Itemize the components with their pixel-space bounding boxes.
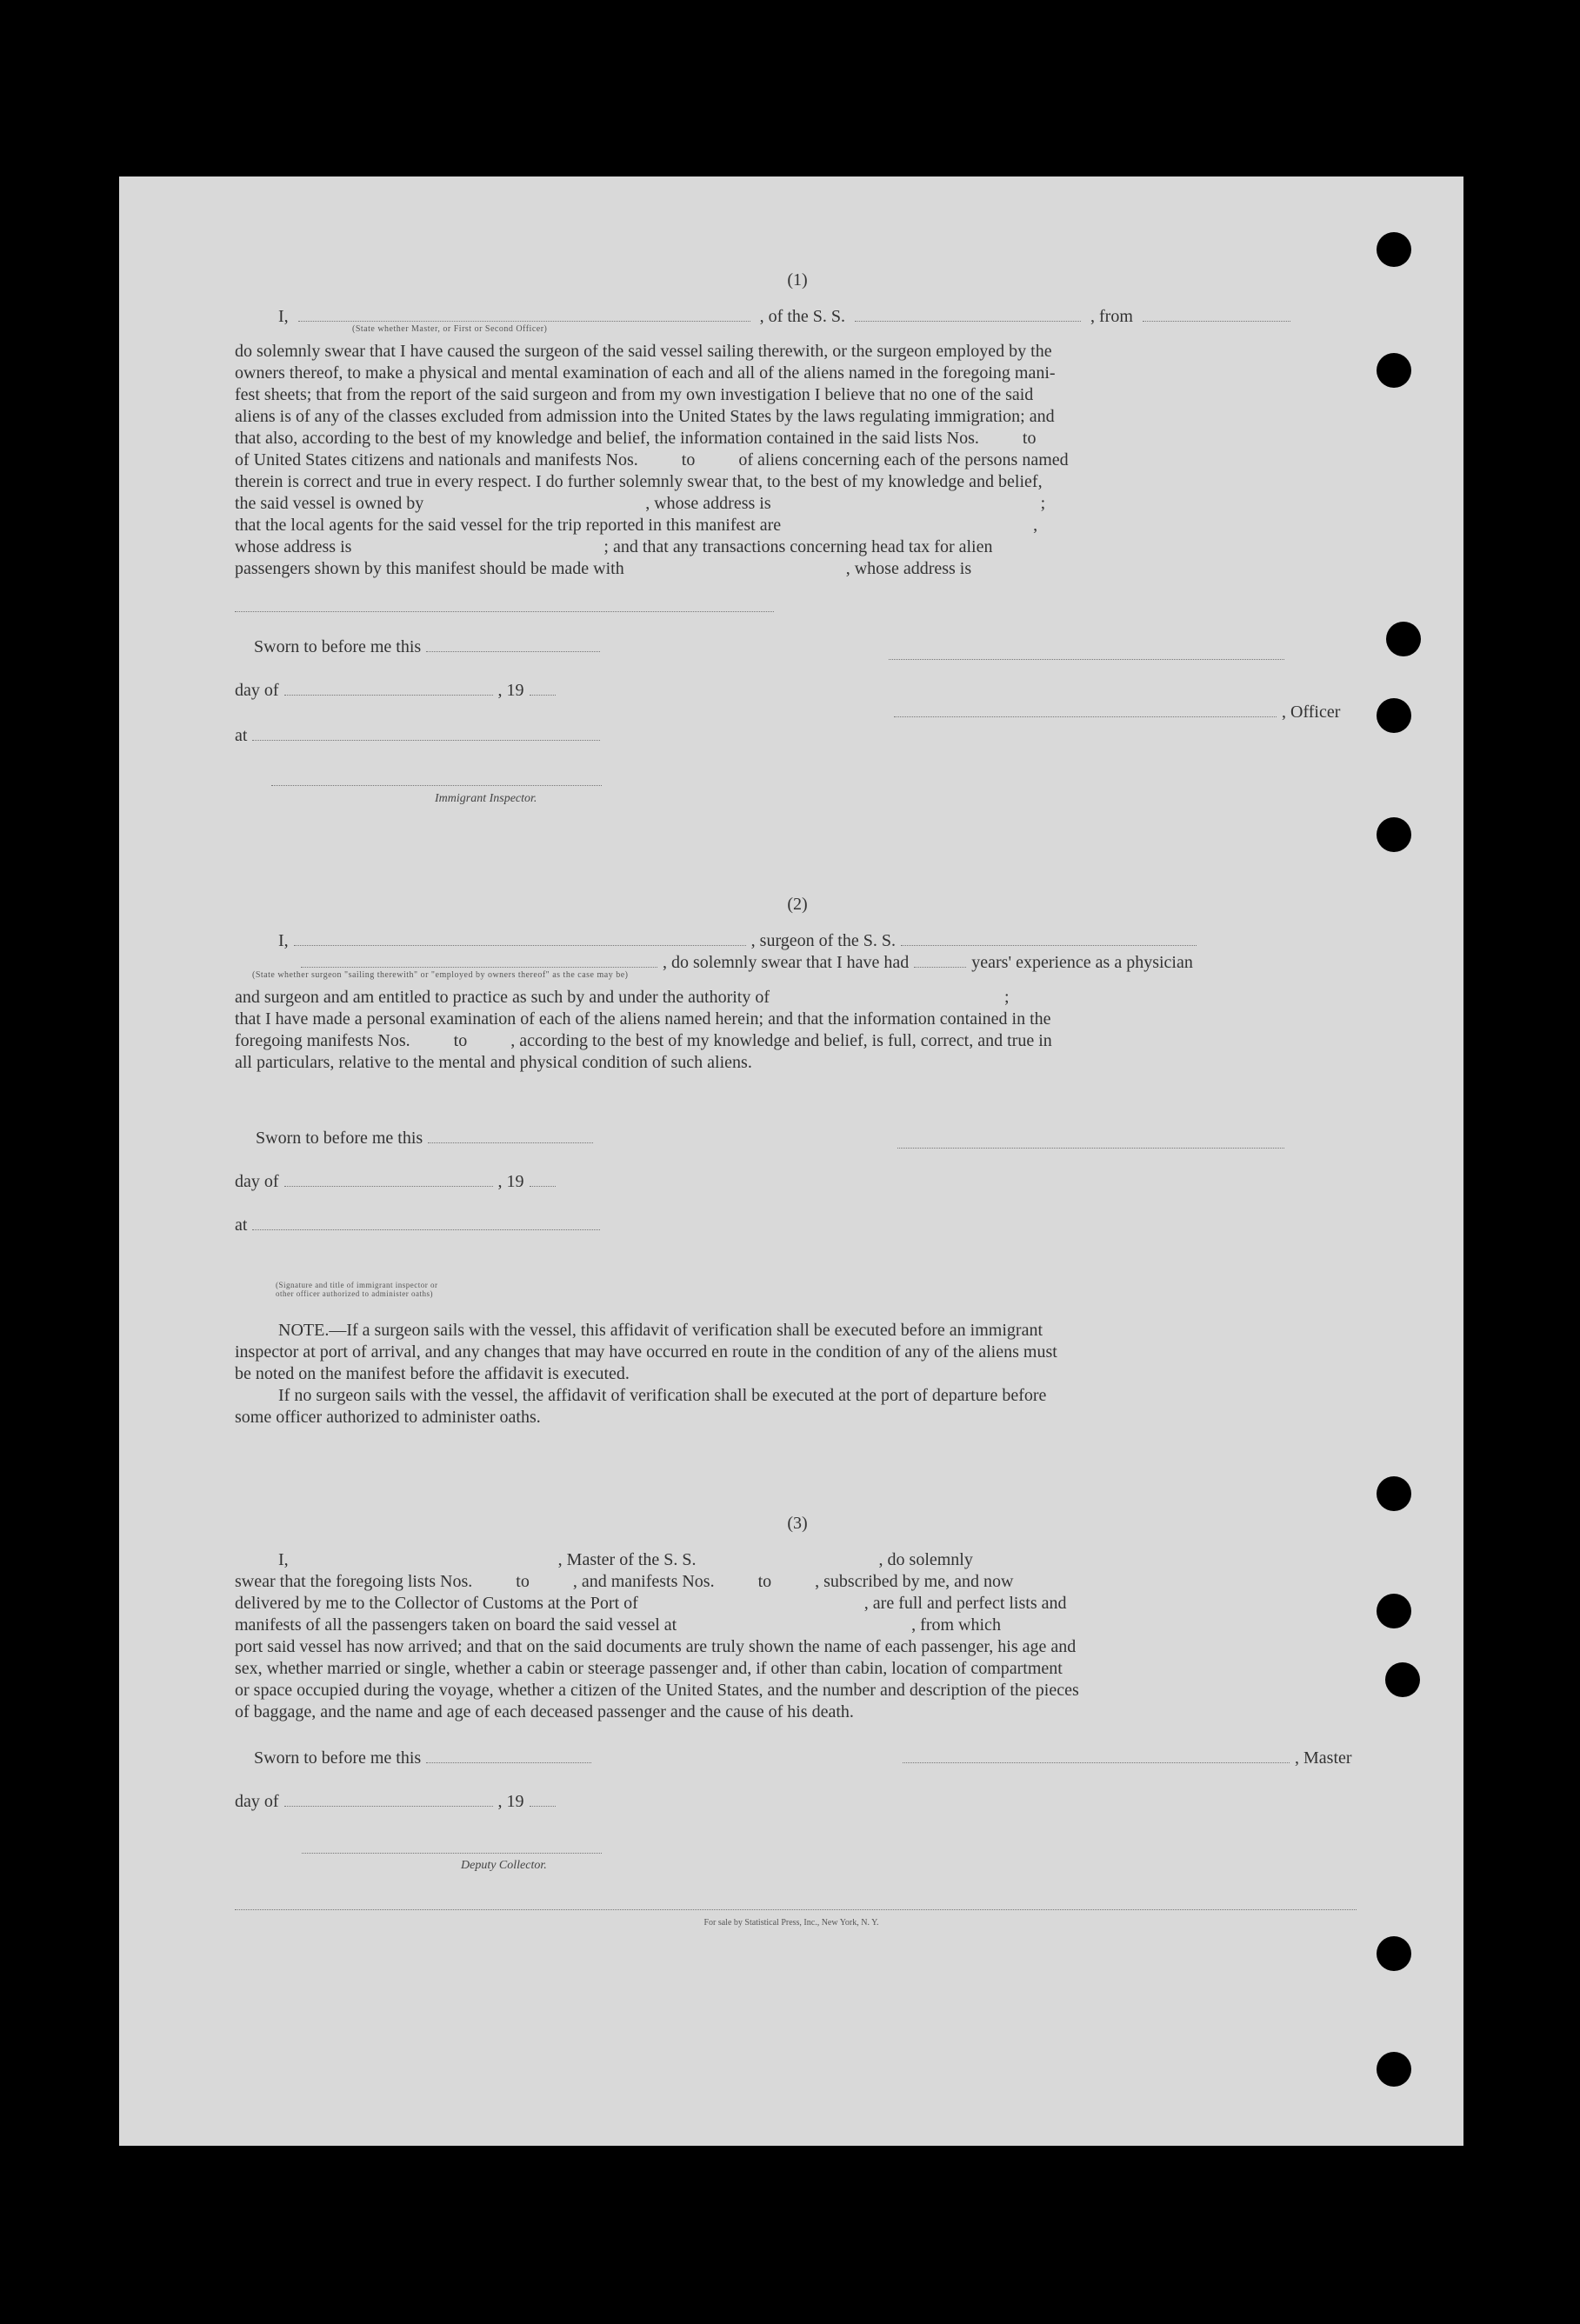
day-of-line (235, 681, 561, 701)
at-text: at (235, 726, 248, 745)
punch-hole (1377, 232, 1411, 267)
sworn-blank (426, 650, 600, 652)
body-line: foregoing manifests Nos. to , according to the best of my knowledge and belief, is full, correct, and true in (235, 1031, 1052, 1050)
note-line: be noted on the manifest before the affidavit is executed. (235, 1364, 630, 1383)
manifest-page (119, 176, 1463, 2146)
punch-hole (1377, 1594, 1411, 1628)
section-1-body (235, 341, 1360, 580)
inspector-caption: Immigrant Inspector. (435, 792, 537, 805)
officer-signature-line (889, 659, 1284, 660)
body-line: owners thereof, to make a physical and mental examination of each and all of the aliens named in the foregoing mani- (235, 363, 1056, 383)
body-line: passengers shown by this manifest should be made with , whose address is (235, 559, 972, 578)
at-text: at (235, 1215, 248, 1235)
sworn-text: Sworn to before me this (254, 1748, 422, 1768)
punch-hole (1377, 698, 1411, 733)
section-3 (235, 1514, 1360, 1723)
punch-hole (1377, 2052, 1411, 2087)
sworn-text: Sworn to before me this (254, 637, 422, 656)
signature-caption-line: (Signature and title of immigrant inspector or (276, 1281, 438, 1289)
officer-line (889, 703, 1340, 723)
opening-text: I, (278, 931, 289, 950)
year-text: , 19 (497, 681, 524, 700)
from-text: , from (1090, 307, 1133, 326)
section-2-body (235, 987, 1360, 1074)
day-of-text: day of (235, 1172, 279, 1191)
year-blank (530, 1805, 556, 1807)
day-blank (284, 694, 493, 696)
note-line: some officer authorized to administer oaths. (235, 1408, 541, 1427)
note-line: NOTE.—If a surgeon sails with the vessel, this affidavit of verification shall be executed before an immigrant (278, 1321, 1043, 1340)
master-line (897, 1748, 1352, 1768)
body-line: or space occupied during the voyage, whether a citizen of the United States, and the number and description of the pieces (235, 1681, 1079, 1700)
master-text: , Master (1295, 1748, 1352, 1768)
body-line: do solemnly swear that I have caused the surgeon of the said vessel sailing therewith, or the surgeon employed by the (235, 342, 1052, 361)
section-2-line-1 (235, 930, 1360, 952)
body-line: that also, according to the best of my knowledge and belief, the information contained in the said lists Nos. to (235, 429, 1037, 448)
section-number: (1) (787, 270, 808, 290)
at-blank (252, 739, 600, 741)
body-line: of United States citizens and nationals and manifests Nos. to of aliens concerning each of the persons named (235, 450, 1069, 469)
body-line: of baggage, and the name and age of each deceased passenger and the cause of his death. (235, 1702, 854, 1721)
body-line: all particulars, relative to the mental and physical condition of such aliens. (235, 1053, 752, 1072)
signature-caption (276, 1281, 537, 1298)
inspector-signature-line (271, 785, 602, 786)
sworn-text: Sworn to before me this (256, 1129, 423, 1148)
years-text: years' experience as a physician (971, 953, 1193, 972)
day-of-line (235, 1792, 561, 1812)
day-blank (284, 1805, 493, 1807)
year-text: , 19 (497, 1172, 524, 1191)
day-of-text: day of (235, 681, 279, 700)
day-blank (284, 1185, 493, 1187)
punch-hole (1385, 1662, 1420, 1697)
opening-text: I, (278, 307, 289, 326)
surgeon-name-blank (294, 944, 746, 946)
surgeon-status-blank (301, 966, 657, 968)
body-line: aliens is of any of the classes excluded from admission into the United States by the laws regulating immigration; and (235, 407, 1055, 426)
printer-footer: For sale by Statistical Press, Inc., New York, N. Y. (703, 1918, 879, 1928)
body-line: delivered by me to the Collector of Customs at the Port of , are full and perfect lists and (235, 1594, 1067, 1613)
vessel-blank (901, 944, 1197, 946)
note-line: If no surgeon sails with the vessel, the affidavit of verification shall be executed at the port of departure before (278, 1386, 1047, 1405)
of-the-ss-text: , of the S. S. (759, 307, 846, 326)
punch-hole (1377, 817, 1411, 852)
punch-hole (1386, 622, 1421, 656)
sworn-blank (426, 1761, 591, 1763)
signature-line (235, 611, 774, 612)
master-name-line (298, 320, 750, 322)
years-blank (914, 966, 966, 968)
section-number: (2) (787, 895, 808, 914)
officer-blank (894, 716, 1277, 717)
sworn-line (256, 1129, 598, 1149)
body-line: whose address is ; and that any transactions concerning head tax for alien (235, 537, 993, 556)
sworn-line (254, 1748, 597, 1768)
collector-caption: Deputy Collector. (461, 1859, 547, 1872)
officer-text: , Officer (1282, 703, 1341, 722)
day-of-line (235, 1172, 561, 1192)
day-of-text: day of (235, 1792, 279, 1811)
inspector-signature-line (897, 1148, 1284, 1149)
at-line (235, 726, 605, 746)
sworn-blank (428, 1142, 593, 1143)
body-line: swear that the foregoing lists Nos. to , and manifests Nos. to , subscribed by me, and now (235, 1572, 1014, 1591)
year-blank (530, 1185, 556, 1187)
body-line: manifests of all the passengers taken on board the said vessel at , from which (235, 1615, 1001, 1635)
punch-hole (1377, 1936, 1411, 1971)
sworn-line (254, 637, 605, 657)
punch-hole (1377, 353, 1411, 388)
section-number: (3) (787, 1514, 808, 1533)
body-line: fest sheets; that from the report of the said surgeon and from my own investigation I believe that no one of the said (235, 385, 1034, 404)
master-blank (903, 1761, 1290, 1763)
punch-hole (1377, 1476, 1411, 1511)
note-block (235, 1320, 1360, 1428)
surgeon-caption: (State whether surgeon "sailing therewith" or "employed by owners thereof" as the case may be) (252, 970, 629, 980)
at-line (235, 1215, 605, 1235)
body-line: therein is correct and true in every respect. I do further solemnly swear that, to the best of my knowledge and belief, (235, 472, 1043, 491)
body-line: that I have made a personal examination of each of the aliens named herein; and that the information contained in the (235, 1009, 1051, 1029)
swear-text: , do solemnly swear that I have had (663, 953, 910, 972)
footer-rule (235, 1909, 1357, 1910)
collector-signature-line (302, 1853, 602, 1854)
role-caption: (State whether Master, or First or Second Officer) (352, 324, 548, 334)
vessel-name-line (855, 320, 1081, 322)
body-line: I, , Master of the S. S. , do solemnly (278, 1550, 973, 1569)
at-blank (252, 1229, 600, 1230)
year-blank (530, 694, 556, 696)
from-port-line (1143, 320, 1290, 322)
section-2 (235, 895, 1360, 1074)
signature-caption-line: other officer authorized to administer oaths) (276, 1289, 434, 1298)
note-line: inspector at port of arrival, and any changes that may have occurred en route in the condition of any of the aliens must (235, 1342, 1057, 1362)
body-line: that the local agents for the said vessel for the trip reported in this manifest are , (235, 516, 1038, 535)
section-1 (235, 270, 1360, 580)
body-line: sex, whether married or single, whether a cabin or steerage passenger and, if other than cabin, location of compartment (235, 1659, 1063, 1678)
body-line: port said vessel has now arrived; and that on the said documents are truly shown the name of each passenger, his age and (235, 1637, 1077, 1656)
body-line: and surgeon and am entitled to practice as such by and under the authority of ; (235, 988, 1010, 1007)
surgeon-text: , surgeon of the S. S. (750, 931, 896, 950)
year-text: , 19 (497, 1792, 524, 1811)
body-line: the said vessel is owned by , whose address is ; (235, 494, 1046, 513)
